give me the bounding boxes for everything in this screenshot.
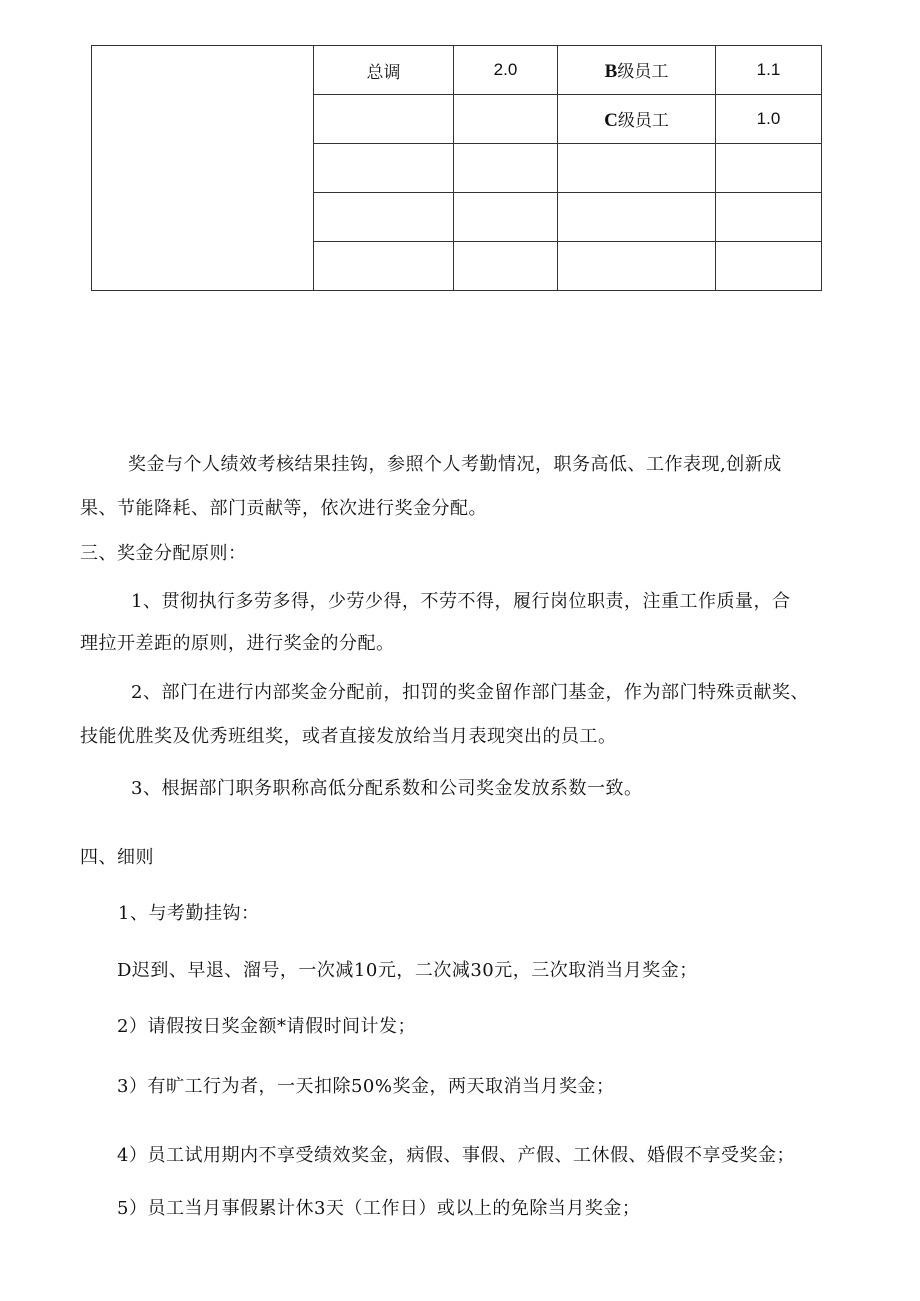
principle-1-line-2: 理拉开差距的原则，进行奖金的分配。 — [80, 633, 395, 654]
grade-cell — [558, 144, 716, 193]
principle-3: 3、根据部门职务职称高低分配系数和公司奖金发放系数一致。 — [131, 778, 643, 799]
section-4-heading: 四、细则 — [80, 847, 154, 868]
grade-cell — [558, 242, 716, 291]
role-cell: 总调 — [314, 46, 454, 95]
rule-2: 2）请假按日奖金额*请假时间计发； — [117, 1016, 416, 1037]
grade-label: 级员工 — [617, 111, 669, 130]
grade-letter: B — [604, 61, 618, 82]
grade-coef-cell — [716, 193, 822, 242]
grade-cell — [558, 193, 716, 242]
principle-1-line-1: 1、贯彻执行多劳多得，少劳少得，不劳不得，履行岗位职责，注重工作质量，合 — [131, 591, 791, 612]
bonus-coefficient-table — [91, 45, 822, 291]
grade-cell — [558, 95, 716, 144]
grade-label: 级员工 — [617, 62, 669, 81]
principle-2-line-2: 技能优胜奖及优秀班组奖，或者直接发放给当月表现突出的员工。 — [80, 726, 617, 747]
rule-1: D迟到、早退、溜号，一次减10元，二次减30元，三次取消当月奖金； — [117, 960, 698, 981]
coef-cell: 2.0 — [454, 46, 558, 95]
role-cell — [314, 95, 454, 144]
role-cell — [314, 193, 454, 242]
coef-cell — [454, 144, 558, 193]
merged-blank-cell — [92, 46, 314, 291]
grade-coef-cell: 1.1 — [716, 46, 822, 95]
principle-2-line-1: 2、部门在进行内部奖金分配前，扣罚的奖金留作部门基金，作为部门特殊贡献奖、 — [131, 682, 809, 703]
grade-coef-cell — [716, 144, 822, 193]
intro-paragraph-line-1: 奖金与个人绩效考核结果挂钩，参照个人考勤情况，职务高低、工作表现,创新成 — [128, 454, 782, 475]
coef-cell — [454, 242, 558, 291]
section-3-heading: 三、奖金分配原则： — [80, 543, 247, 564]
subsection-attendance: 1、与考勤挂钩： — [118, 903, 260, 924]
role-cell — [314, 144, 454, 193]
intro-paragraph-line-2: 果、节能降耗、部门贡献等，依次进行奖金分配。 — [80, 498, 487, 519]
grade-letter: C — [604, 110, 618, 131]
coef-cell — [454, 95, 558, 144]
rule-4: 4）员工试用期内不享受绩效奖金，病假、事假、产假、工休假、婚假不享受奖金； — [117, 1145, 795, 1166]
grade-coef-cell — [716, 242, 822, 291]
grade-coef-cell: 1.0 — [716, 95, 822, 144]
rule-3: 3）有旷工行为者，一天扣除50%奖金，两天取消当月奖金； — [117, 1076, 615, 1097]
role-cell — [314, 242, 454, 291]
grade-cell — [558, 46, 716, 95]
rule-5: 5）员工当月事假累计休3天（工作日）或以上的免除当月奖金； — [117, 1198, 641, 1219]
coef-cell — [454, 193, 558, 242]
table-row — [92, 46, 822, 95]
